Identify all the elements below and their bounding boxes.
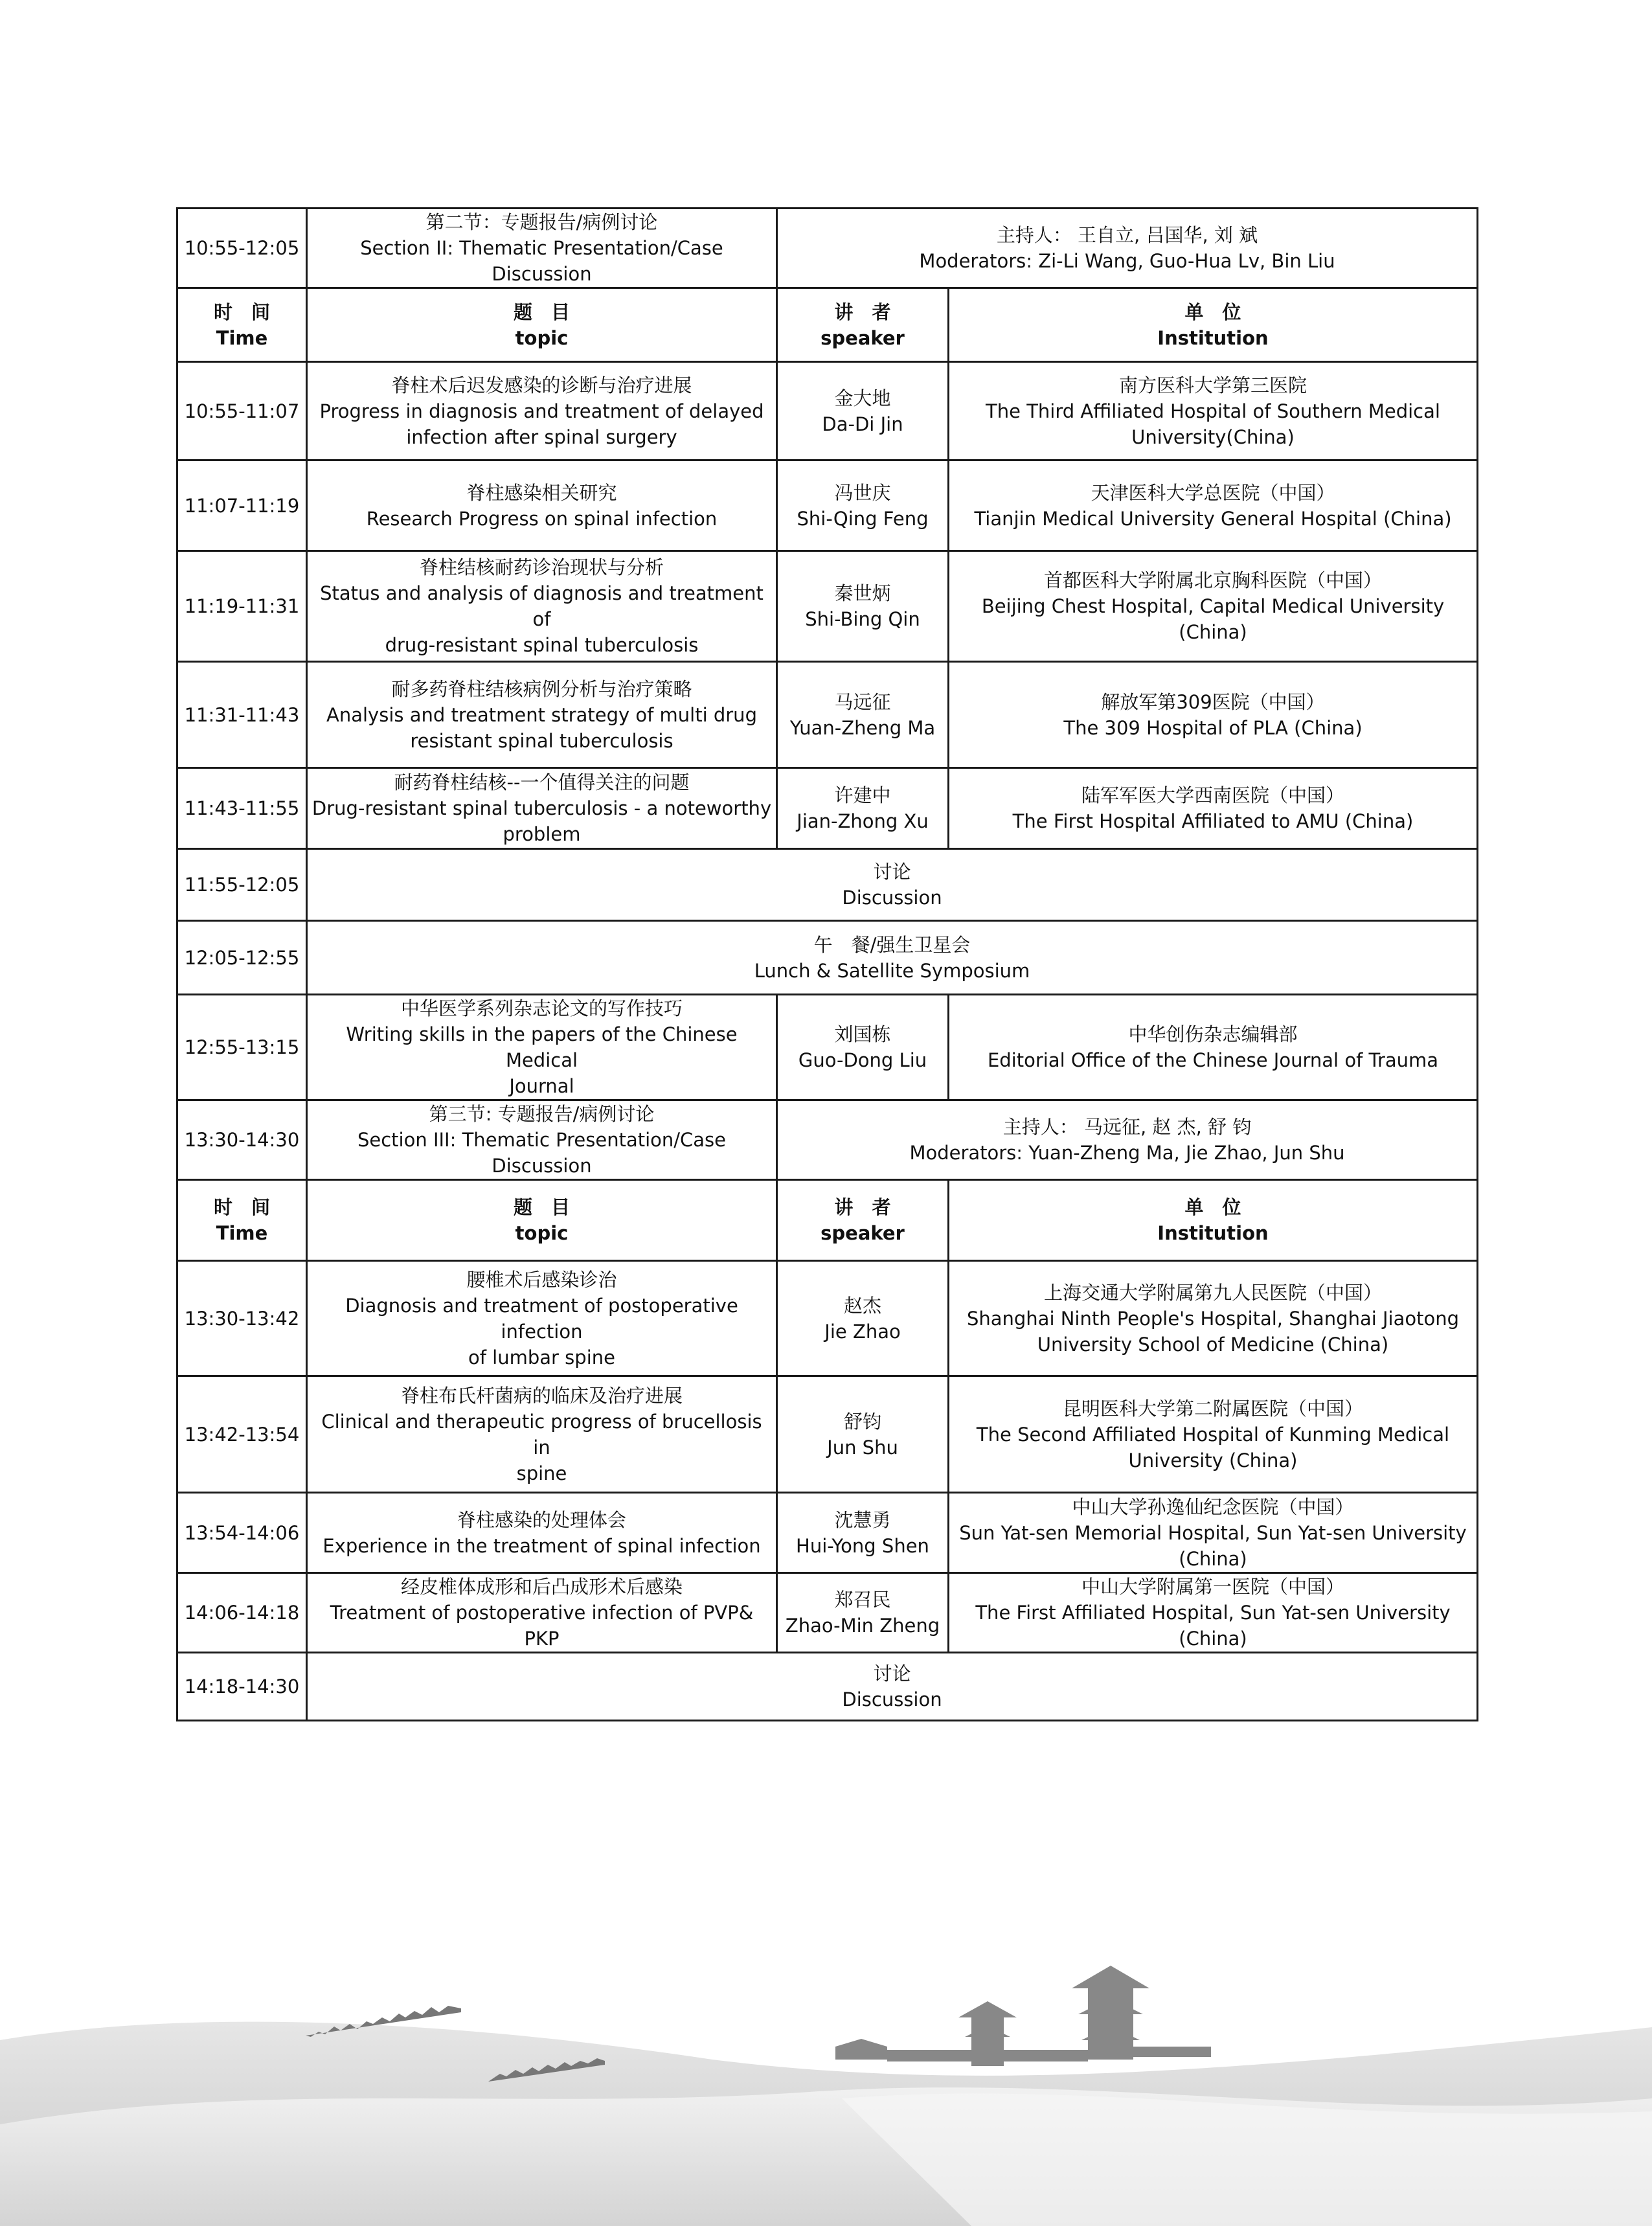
discussion-row — [177, 849, 1478, 921]
speaker-cell — [777, 995, 949, 1100]
discussion-en: Discussion — [842, 1688, 942, 1710]
speaker-cell-line: Jian-Zhong Xu — [797, 810, 929, 832]
section-title-cell — [307, 1100, 777, 1180]
talk-row — [177, 662, 1478, 768]
speaker-cell-line: 秦世炳 — [834, 582, 891, 604]
institution-cell-line: 上海交通大学附属第九人民医院（中国） — [1043, 1281, 1382, 1304]
speaker-cell-line: 刘国栋 — [834, 1023, 891, 1045]
topic-cell-line: Writing skills in the papers of the Chinese Medical — [346, 1023, 738, 1071]
topic-cell — [307, 362, 777, 460]
institution-cell-line: The Third Affiliated Hospital of Southern Medical — [986, 400, 1440, 422]
speaker-cell-line: Shi-Qing Feng — [797, 507, 929, 530]
topic-cell-line: Treatment of postoperative infection of PVP& PKP — [330, 1602, 754, 1650]
institution-cell-line: 中山大学附属第一医院（中国） — [1081, 1576, 1344, 1598]
institution-cell-line: University (China) — [1128, 1449, 1298, 1471]
header-topic-en: topic — [515, 1222, 569, 1244]
time-cell: 11:07-11:19 — [177, 460, 307, 551]
moderators-cell — [777, 1100, 1478, 1180]
time-cell: 12:05-12:55 — [177, 921, 307, 995]
topic-cell-line: of lumbar spine — [468, 1346, 615, 1369]
header-row — [177, 1180, 1478, 1261]
section-title-en: Section II: Thematic Presentation/Case Discussion — [360, 237, 723, 285]
moderators-cn: 主持人： 马远征, 赵 杰, 舒 钧 — [1002, 1116, 1252, 1138]
speaker-cell — [777, 1573, 949, 1653]
topic-cell-line: Analysis and treatment strategy of multi drug — [326, 703, 757, 726]
institution-cell-line: Sun Yat-sen Memorial Hospital, Sun Yat-sen University — [959, 1521, 1467, 1544]
speaker-cell — [777, 1261, 949, 1376]
time-cell: 10:55-11:07 — [177, 362, 307, 460]
topic-cell-line: 中华医学系列杂志论文的写作技巧 — [400, 997, 683, 1019]
institution-cell-line: Shanghai Ninth People's Hospital, Shanghai Jiaotong — [966, 1307, 1460, 1330]
topic-cell-line: 脊柱感染相关研究 — [466, 481, 617, 504]
time-cell: 14:18-14:30 — [177, 1653, 307, 1721]
speaker-cell-line: Zhao-Min Zheng — [785, 1615, 940, 1637]
topic-cell — [307, 662, 777, 768]
talk-row — [177, 995, 1478, 1100]
speaker-cell-line: 舒钧 — [843, 1410, 881, 1433]
talk-row — [177, 1493, 1478, 1573]
institution-cell-line: 首都医科大学附属北京胸科医院（中国） — [1043, 569, 1382, 591]
section-title-cn: 第二节：专题报告/病例讨论 — [425, 211, 658, 233]
section-row — [177, 1100, 1478, 1180]
discussion-en: Discussion — [842, 887, 942, 909]
institution-cell-line: University(China) — [1131, 426, 1295, 448]
topic-cell — [307, 768, 777, 849]
header-topic — [307, 1180, 777, 1261]
talk-row — [177, 362, 1478, 460]
institution-cell — [949, 460, 1478, 551]
speaker-cell — [777, 460, 949, 551]
speaker-cell-line: 赵杰 — [843, 1294, 881, 1317]
discussion-cn: 讨论 — [873, 861, 911, 883]
topic-cell-line: Status and analysis of diagnosis and treatment of — [320, 582, 764, 630]
header-speaker-cn: 讲 者 — [834, 1196, 891, 1218]
desert-scenery-illustration — [0, 1930, 1652, 2226]
time-cell: 12:55-13:15 — [177, 995, 307, 1100]
topic-cell-line: 脊柱结核耐药诊治现状与分析 — [419, 556, 664, 578]
time-cell: 13:54-14:06 — [177, 1493, 307, 1573]
institution-cell-line: 南方医科大学第三医院 — [1118, 374, 1307, 396]
topic-cell-line: Research Progress on spinal infection — [366, 507, 718, 530]
time-cell: 11:55-12:05 — [177, 849, 307, 921]
section-title-en: Section III: Thematic Presentation/Case Discussion — [357, 1129, 727, 1177]
header-inst-cn: 单 位 — [1184, 301, 1241, 323]
talk-row — [177, 768, 1478, 849]
topic-cell-line: spine — [516, 1462, 567, 1484]
topic-cell — [307, 1376, 777, 1493]
header-speaker-cn: 讲 者 — [834, 301, 891, 323]
time-cell: 14:06-14:18 — [177, 1573, 307, 1653]
header-speaker — [777, 1180, 949, 1261]
topic-cell-line: Experience in the treatment of spinal infection — [322, 1534, 761, 1557]
institution-cell-line: The First Hospital Affiliated to AMU (China) — [1012, 810, 1414, 832]
institution-cell — [949, 1573, 1478, 1653]
speaker-cell-line: 沈慧勇 — [834, 1508, 891, 1531]
talk-row — [177, 1573, 1478, 1653]
speaker-cell-line: Jun Shu — [827, 1436, 898, 1459]
lunch-cell — [307, 921, 1478, 995]
institution-cell-line: 解放军第309医院（中国） — [1101, 690, 1325, 713]
header-time — [177, 288, 307, 362]
topic-cell-line: 经皮椎体成形和后凸成形术后感染 — [400, 1576, 683, 1598]
speaker-cell-line: 马远征 — [834, 690, 891, 713]
institution-cell-line: 中华创伤杂志编辑部 — [1128, 1023, 1298, 1045]
time-cell: 13:42-13:54 — [177, 1376, 307, 1493]
moderators-en: Moderators: Zi-Li Wang, Guo-Hua Lv, Bin Liu — [919, 250, 1335, 272]
topic-cell-line: 脊柱布氏杆菌病的临床及治疗进展 — [400, 1384, 683, 1407]
institution-cell-line: 中山大学孙逸仙纪念医院（中国） — [1072, 1495, 1354, 1518]
discussion-cn: 讨论 — [873, 1663, 911, 1685]
institution-cell — [949, 768, 1478, 849]
topic-cell — [307, 995, 777, 1100]
topic-cell-line: Progress in diagnosis and treatment of delayed — [319, 400, 764, 422]
institution-cell-line: The First Affiliated Hospital, Sun Yat-sen University — [975, 1602, 1451, 1624]
header-topic-en: topic — [515, 326, 569, 349]
topic-cell-line: drug-resistant spinal tuberculosis — [385, 634, 699, 656]
topic-cell-line: 腰椎术后感染诊治 — [466, 1268, 617, 1291]
section-row — [177, 209, 1478, 288]
header-inst-en: Institution — [1157, 326, 1269, 349]
discussion-cell — [307, 849, 1478, 921]
section-title-cn: 第三节: 专题报告/病例讨论 — [429, 1103, 655, 1125]
topic-cell-line: resistant spinal tuberculosis — [410, 729, 673, 752]
lunch-en: Lunch & Satellite Symposium — [754, 959, 1030, 982]
topic-cell — [307, 460, 777, 551]
header-speaker — [777, 288, 949, 362]
speaker-cell — [777, 1376, 949, 1493]
topic-cell-line: Journal — [509, 1075, 574, 1097]
moderators-en: Moderators: Yuan-Zheng Ma, Jie Zhao, Jun Shu — [909, 1142, 1345, 1164]
institution-cell-line: Tianjin Medical University General Hospital (China) — [974, 507, 1452, 530]
topic-cell — [307, 1261, 777, 1376]
discussion-row — [177, 1653, 1478, 1721]
topic-cell-line: Diagnosis and treatment of postoperative infection — [345, 1294, 738, 1343]
header-inst-en: Institution — [1157, 1222, 1269, 1244]
talk-row — [177, 460, 1478, 551]
speaker-cell — [777, 551, 949, 662]
speaker-cell-line: 许建中 — [834, 784, 891, 806]
speaker-cell-line: Guo-Dong Liu — [798, 1049, 927, 1071]
topic-cell — [307, 551, 777, 662]
time-cell: 11:43-11:55 — [177, 768, 307, 849]
institution-cell-line: (China) — [1179, 1628, 1247, 1650]
discussion-cell — [307, 1653, 1478, 1721]
header-time-cn: 时 间 — [213, 1196, 270, 1218]
moderators-cell — [777, 209, 1478, 288]
institution-cell — [949, 362, 1478, 460]
speaker-cell — [777, 662, 949, 768]
header-time-cn: 时 间 — [213, 301, 270, 323]
institution-cell — [949, 1261, 1478, 1376]
section-title-cell — [307, 209, 777, 288]
topic-cell-line: 脊柱感染的处理体会 — [457, 1508, 626, 1531]
institution-cell-line: The 309 Hospital of PLA (China) — [1063, 716, 1363, 739]
institution-cell-line: 天津医科大学总医院（中国） — [1091, 481, 1335, 504]
header-speaker-en: speaker — [820, 1222, 905, 1244]
header-topic-cn: 题 目 — [513, 1196, 570, 1218]
topic-cell-line: Clinical and therapeutic progress of brucellosis in — [321, 1410, 762, 1459]
header-time — [177, 1180, 307, 1261]
time-cell: 13:30-14:30 — [177, 1100, 307, 1180]
header-institution — [949, 288, 1478, 362]
speaker-cell-line: 金大地 — [834, 387, 891, 409]
topic-cell-line: 耐药脊柱结核--一个值得关注的问题 — [394, 771, 690, 793]
speaker-cell — [777, 768, 949, 849]
institution-cell-line: University School of Medicine (China) — [1037, 1333, 1389, 1356]
header-institution — [949, 1180, 1478, 1261]
header-topic-cn: 题 目 — [513, 301, 570, 323]
institution-cell-line: The Second Affiliated Hospital of Kunming Medical — [976, 1423, 1450, 1446]
header-inst-cn: 单 位 — [1184, 1196, 1241, 1218]
talk-row — [177, 1376, 1478, 1493]
topic-cell-line: 脊柱术后迟发感染的诊断与治疗进展 — [391, 374, 692, 396]
institution-cell-line: 昆明医科大学第二附属医院（中国） — [1062, 1397, 1363, 1420]
topic-cell — [307, 1573, 777, 1653]
header-row — [177, 288, 1478, 362]
time-cell: 10:55-12:05 — [177, 209, 307, 288]
lunch-row — [177, 921, 1478, 995]
topic-cell-line: Drug-resistant spinal tuberculosis - a noteworthy — [311, 797, 772, 819]
pagoda-tower-icon — [835, 1966, 1211, 2066]
talk-row — [177, 551, 1478, 662]
speaker-cell-line: Jie Zhao — [824, 1320, 901, 1343]
header-time-en: Time — [216, 1222, 268, 1244]
speaker-cell-line: 郑召民 — [834, 1589, 891, 1611]
institution-cell — [949, 995, 1478, 1100]
topic-cell — [307, 1493, 777, 1573]
institution-cell-line: (China) — [1179, 1547, 1247, 1570]
header-time-en: Time — [216, 326, 268, 349]
speaker-cell-line: Da-Di Jin — [822, 413, 903, 435]
institution-cell-line: Editorial Office of the Chinese Journal of Trauma — [987, 1049, 1439, 1071]
speaker-cell-line: Hui-Yong Shen — [796, 1534, 929, 1557]
time-cell: 13:30-13:42 — [177, 1261, 307, 1376]
institution-cell — [949, 1376, 1478, 1493]
lunch-cn: 午 餐/强生卫星会 — [813, 933, 971, 956]
schedule-body — [177, 209, 1478, 1721]
speaker-cell-line: Yuan-Zheng Ma — [789, 716, 936, 739]
topic-cell-line: problem — [503, 823, 581, 845]
speaker-cell — [777, 1493, 949, 1573]
time-cell: 11:19-11:31 — [177, 551, 307, 662]
header-speaker-en: speaker — [820, 326, 905, 349]
institution-cell — [949, 1493, 1478, 1573]
institution-cell-line: 陆军军医大学西南医院（中国） — [1081, 784, 1344, 806]
talk-row — [177, 1261, 1478, 1376]
topic-cell-line: 耐多药脊柱结核病例分析与治疗策略 — [391, 677, 692, 700]
schedule-table — [176, 207, 1478, 1721]
speaker-cell-line: Shi-Bing Qin — [805, 608, 920, 630]
time-cell: 11:31-11:43 — [177, 662, 307, 768]
header-topic — [307, 288, 777, 362]
speaker-cell — [777, 362, 949, 460]
moderators-cn: 主持人： 王自立, 吕国华, 刘 斌 — [996, 224, 1258, 246]
topic-cell-line: infection after spinal surgery — [406, 426, 677, 448]
speaker-cell-line: 冯世庆 — [834, 481, 891, 504]
institution-cell-line: Beijing Chest Hospital, Capital Medical University (China) — [981, 595, 1445, 643]
institution-cell — [949, 551, 1478, 662]
institution-cell — [949, 662, 1478, 768]
